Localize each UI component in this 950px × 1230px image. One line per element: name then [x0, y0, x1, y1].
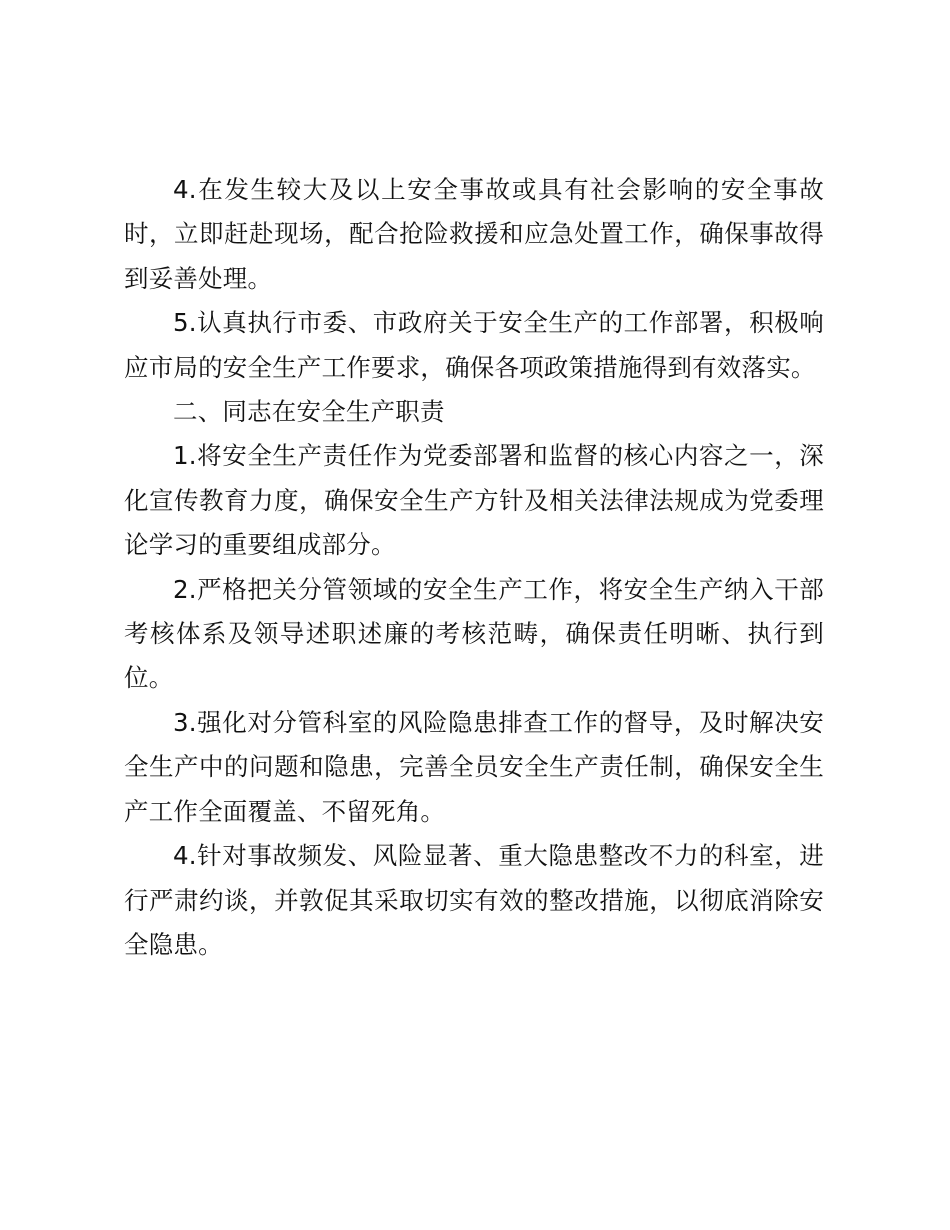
paragraph-item-5-policy-implementation: 5.认真执行市委、市政府关于安全生产的工作部署，积极响应市局的安全生产工作要求，确保各项政策措施得到有效落实。 [124, 308, 824, 382]
document-body [124, 168, 824, 967]
paragraph-duty-1: 1.将安全生产责任作为党委部署和监督的核心内容之一，深化宣传教育力度，确保安全生产方针及相关法律法规成为党委理论学习的重要组成部分。 [124, 441, 824, 560]
paragraph-duty-2: 2.严格把关分管领域的安全生产工作，将安全生产纳入干部考核体系及领导述职述廉的考核范畴，确保责任明晰、执行到位。 [124, 574, 824, 693]
paragraph-duty-3: 3.强化对分管科室的风险隐患排查工作的督导，及时解决安全生产中的问题和隐患，完善全员安全生产责任制，确保安全生产工作全面覆盖、不留死角。 [124, 707, 824, 826]
paragraph-item-4-accident-response: 4.在发生较大及以上安全事故或具有社会影响的安全事故时，立即赶赴现场，配合抢险救援和应急处置工作，确保事故得到妥善处理。 [124, 175, 824, 293]
paragraph-duty-4: 4.针对事故频发、风险显著、重大隐患整改不力的科室，进行严肃约谈，并敦促其采取切实有效的整改措施，以彻底消除安全隐患。 [124, 841, 824, 959]
section-heading-duties: 二、同志在安全生产职责 [173, 397, 445, 427]
